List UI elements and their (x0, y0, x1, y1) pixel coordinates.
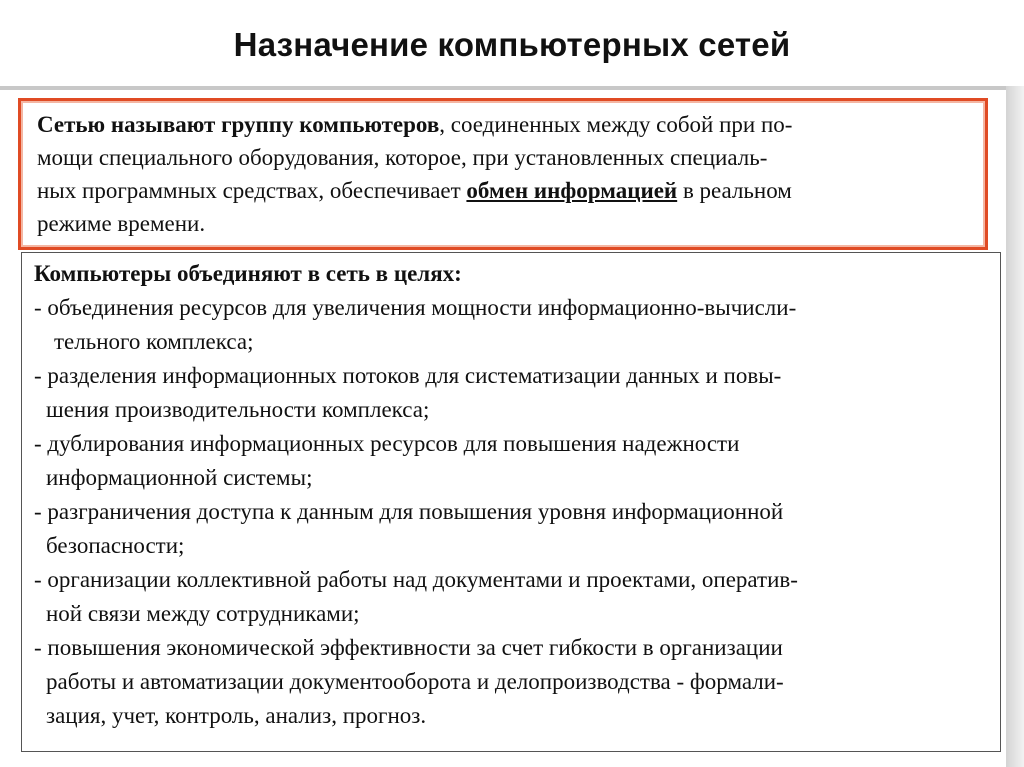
purpose-item-3-continuation: информационной системы; (46, 465, 313, 490)
purpose-item-1: - объединения ресурсов для увеличения мощности информационно-вычисли- (34, 295, 797, 320)
defined-term: Сетью называют группу компьютеров (37, 112, 440, 137)
definition-box (18, 98, 988, 250)
purpose-item-2-continuation: шения производительности комплекса; (46, 397, 430, 422)
purposes-list (34, 257, 989, 733)
purpose-item-6-continuation-2: зация, учет, контроль, анализ, прогноз. (46, 703, 427, 728)
purposes-heading: Компьютеры объединяют в сеть в целях: (34, 261, 462, 286)
slide-title: Назначение компьютерных сетей (233, 26, 791, 63)
definition-text (37, 108, 977, 240)
purpose-item-6-continuation: работы и автоматизации документооборота и делопроизводства - формали- (46, 669, 784, 694)
definition-line-3-before: ных программных средствах, обеспечивает (37, 178, 467, 203)
definition-line-1-rest: , соединенных между собой при по- (439, 112, 793, 137)
purpose-item-2: - разделения информационных потоков для систематизации данных и повы- (34, 363, 782, 388)
information-exchange-emphasis: обмен информацией (466, 178, 678, 203)
definition-line-3-after: в реальном (677, 178, 792, 203)
purpose-item-5: - организации коллективной работы над документами и проектами, оператив- (34, 567, 798, 592)
purposes-box (21, 252, 1001, 752)
purpose-item-1-continuation: тельного комплекса; (54, 329, 254, 354)
purpose-item-6: - повышения экономической эффективности за счет гибкости в организации (34, 635, 783, 660)
definition-line-4: режиме времени. (37, 211, 206, 236)
definition-line-2: мощи специального оборудования, которое, при установленных специаль- (37, 145, 768, 170)
slide-header (0, 0, 1024, 90)
definition-line-1 (37, 108, 977, 141)
purpose-item-4: - разграничения доступа к данным для повышения уровня информационной (34, 499, 784, 524)
definition-line-3 (37, 174, 977, 207)
purpose-item-3: - дублирования информационных ресурсов для повышения надежности (34, 431, 740, 456)
title-divider (0, 86, 1006, 90)
purpose-item-5-continuation: ной связи между сотрудниками; (46, 601, 360, 626)
page-edge-shadow (1006, 86, 1024, 767)
purpose-item-4-continuation: безопасности; (46, 533, 185, 558)
